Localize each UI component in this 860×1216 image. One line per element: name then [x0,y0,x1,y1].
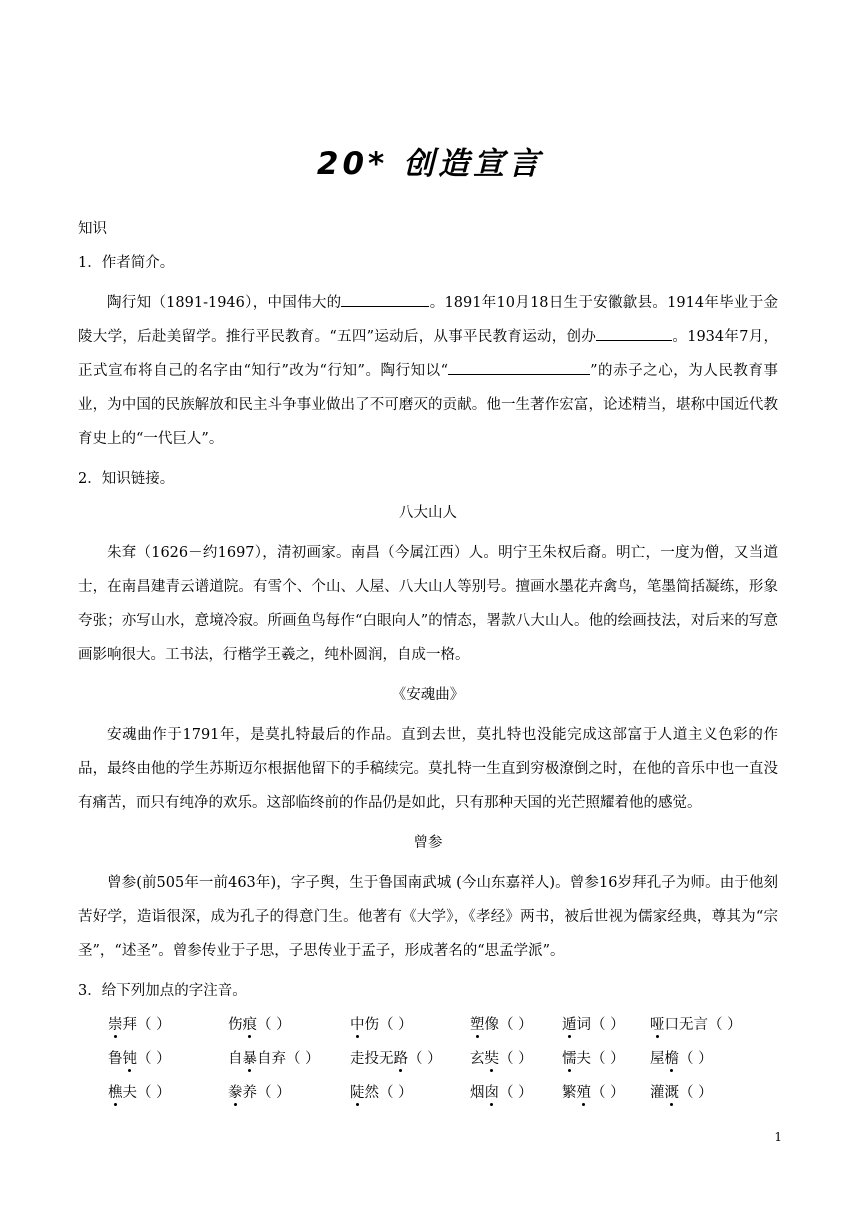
pinyin-item [350,1048,470,1070]
pinyin-item [108,1014,228,1036]
link-title-zengshen: 曾参 [413,835,443,851]
word-suffix-with-blank[interactable]: 词（ ） [576,1017,625,1033]
pinyin-item [228,1014,350,1036]
pinyin-item [470,1082,562,1104]
dotted-character: 中 [350,1017,365,1033]
word-prefix: 灌 [650,1085,665,1101]
word-suffix-with-blank[interactable]: （ ） [679,1085,713,1101]
word-prefix: 走投无 [350,1051,394,1067]
word-suffix-with-blank[interactable]: （ ） [257,1017,291,1033]
dotted-character: 哑 [650,1017,665,1033]
pinyin-item [108,1082,228,1104]
q1-text-d: ”的赤子之心，为人民教育事业，为中国的民族解放和民主斗争事业做出了不可磨灭的贡献。他一生著作宏富，论述精当，堪称中国近代教育史上的“一代巨人”。 [78,363,779,447]
dotted-character: 樵 [108,1085,123,1101]
q1-paragraph [78,286,778,456]
q1-text-a: 陶行知（1891-1946），中国伟大的 [107,295,342,311]
pinyin-item [228,1082,350,1104]
document-body [78,218,778,1116]
word-suffix-with-blank[interactable]: （ ） [499,1085,533,1101]
word-prefix: 烟 [470,1085,485,1101]
fill-blank-2[interactable] [596,326,672,341]
word-prefix: 屋 [650,1051,665,1067]
word-suffix-with-blank[interactable]: 口无言（ ） [664,1017,742,1033]
fill-blank-1[interactable] [341,292,429,307]
dotted-character: 殖 [576,1085,591,1101]
pinyin-item [108,1048,228,1070]
link-text-bada: 朱耷（1626－约1697），清初画家。南昌（今属江西）人。明宁王朱权后裔。明亡，一度为僧，又当道士，在南昌建青云谱道院。有雪个、个山、人屋、八大山人等别号。擅画水墨花卉禽鸟，笔墨简括凝练，形象夸张；亦写山水，意境冷寂。所画鱼鸟每作“白眼向人”的情态，署款八大山人。他的绘画技法，对后来的写意画影响很大。工书法，行楷学王羲之，纯朴圆润，自成一格。 [78,545,778,663]
link-text-requiem: 安魂曲作于1791年，是莫扎特最后的作品。直到去世，莫扎特也没能完成这部富于人道主义色彩的作品，最终由他的学生苏斯迈尔根据他留下的手稿续完。莫扎特一生直到穷极潦倒之时，在他的音乐中也一直没有痛苦，而只有纯净的欢乐。这部临终前的作品仍是如此，只有那种天国的光芒照耀着他的感觉。 [78,727,778,811]
q1-heading: 1．作者简介。 [78,255,175,271]
word-suffix-with-blank[interactable]: 像（ ） [484,1017,533,1033]
dotted-character: 路 [393,1051,408,1067]
fill-blank-3[interactable] [448,360,590,375]
dotted-character: 豢 [228,1085,243,1101]
word-suffix-with-blank[interactable]: （ ） [499,1051,533,1067]
word-suffix-with-blank[interactable]: （ ） [408,1051,442,1067]
dotted-character: 遁 [562,1017,577,1033]
pinyin-item [562,1014,650,1036]
dotted-character: 钝 [122,1051,137,1067]
pinyin-item [350,1082,470,1104]
word-suffix-with-blank[interactable]: 拜（ ） [122,1017,171,1033]
word-suffix-with-blank[interactable]: （ ） [679,1051,713,1067]
pinyin-item [650,1048,780,1070]
page-title: 20* 创造宣言 [316,146,544,182]
q1-text-c: 。1934年7月，正式宣布将自己的名字由“知行”改为“行知”。陶行知以“ [78,329,778,379]
word-suffix-with-blank[interactable]: 伤（ ） [364,1017,413,1033]
word-suffix-with-blank[interactable]: 夫（ ） [122,1085,171,1101]
link-title-bada: 八大山人 [399,505,457,521]
pinyin-item [562,1048,650,1070]
link-text-zengshen: 曾参(前505年一前463年)，字子舆，生于鲁国南武城 (今山东嘉祥人)。曾参16岁拜孔子为师。由于他刻苦好学，造诣很深，成为孔子的得意门生。他著有《大学》，《孝经》两书，被后世视为儒家经典，尊其为“宗圣”，“述圣”。曾参传业于子思，子思传业于孟子，形成著名的“思孟学派”。 [78,875,778,959]
dotted-character: 塑 [470,1017,485,1033]
word-prefix: 繁 [562,1085,577,1101]
dotted-character: 陡 [350,1085,365,1101]
word-suffix-with-blank[interactable]: （ ） [591,1085,625,1101]
dotted-character: 崇 [108,1017,123,1033]
dotted-character: 暴 [242,1051,257,1067]
q1-text-b: 。1891年10月18日生于安徽歙县。1914年毕业于金陵大学，后赴美留学。推行平民教育。“五四”运动后，从事平民教育运动，创办 [78,295,779,345]
dotted-character: 溉 [664,1085,679,1101]
pinyin-exercise-grid [78,1014,778,1116]
word-suffix-with-blank[interactable]: 自弃（ ） [257,1051,320,1067]
word-suffix-with-blank[interactable]: 然（ ） [364,1085,413,1101]
pinyin-item [470,1048,562,1070]
q3-heading: 3．给下列加点的字注音。 [78,983,247,999]
word-suffix-with-blank[interactable]: （ ） [137,1051,171,1067]
word-prefix: 自 [228,1051,243,1067]
pinyin-item [562,1082,650,1104]
word-prefix: 鲁 [108,1051,123,1067]
pinyin-item [228,1048,350,1070]
pinyin-item [350,1014,470,1036]
pinyin-item [650,1014,780,1036]
dotted-character: 懦 [562,1051,577,1067]
dotted-character: 痕 [242,1017,257,1033]
dotted-character: 奘 [484,1051,499,1067]
word-prefix: 伤 [228,1017,243,1033]
dotted-character: 囱 [484,1085,499,1101]
pinyin-item [470,1014,562,1036]
dotted-character: 檐 [664,1051,679,1067]
word-prefix: 玄 [470,1051,485,1067]
word-suffix-with-blank[interactable]: 夫（ ） [576,1051,625,1067]
word-suffix-with-blank[interactable]: 养（ ） [242,1085,291,1101]
pinyin-item [650,1082,780,1104]
link-title-requiem: 《安魂曲》 [391,687,465,703]
section-label: 知识 [78,221,107,237]
q2-heading: 2．知识链接。 [78,471,175,487]
page-number: 1 [774,1130,782,1144]
